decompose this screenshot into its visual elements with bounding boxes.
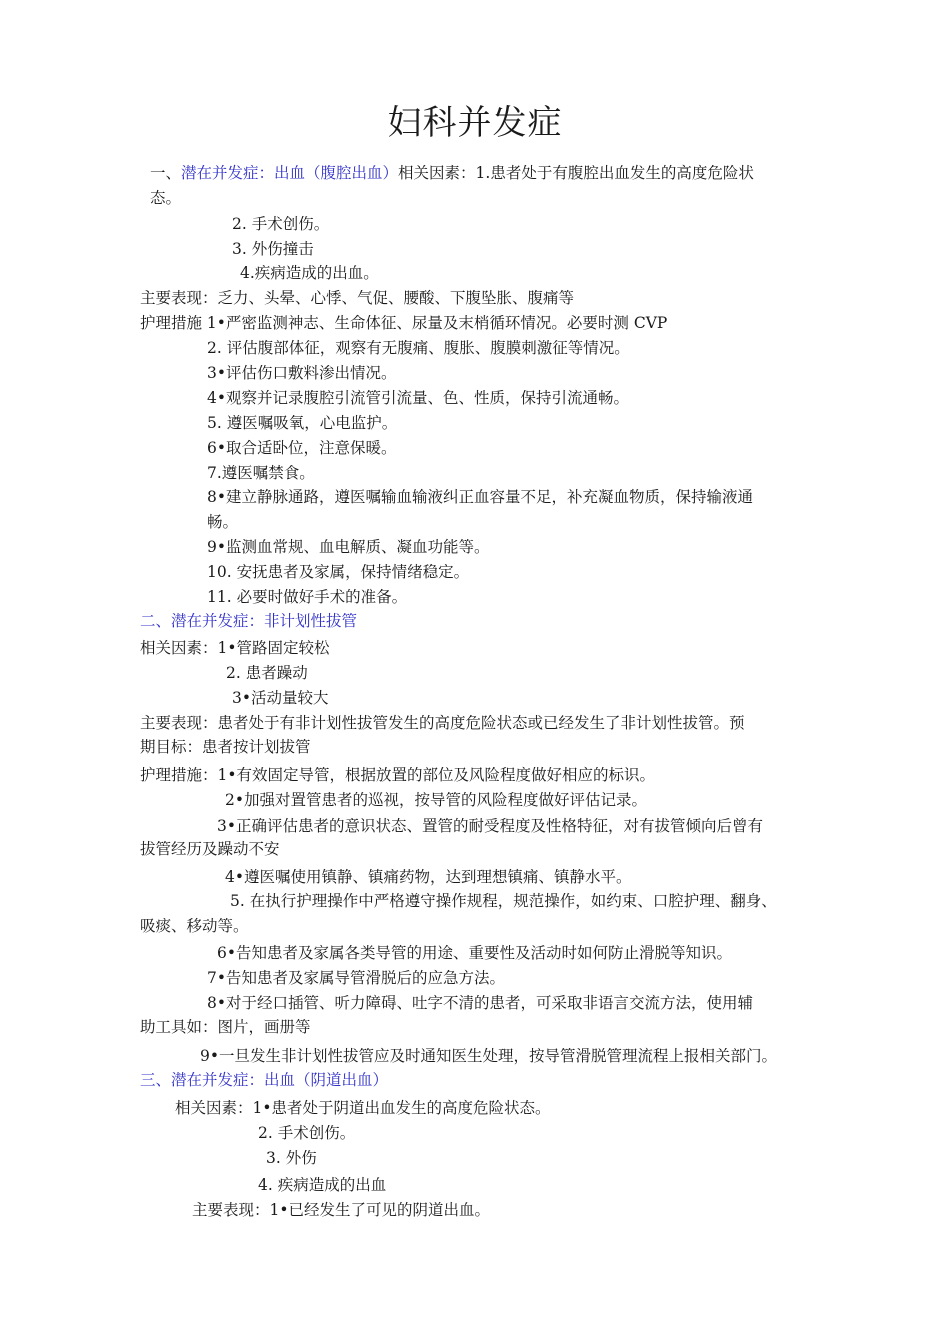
page-title: 妇科并发症 xyxy=(387,103,563,143)
section2-measure-6: 6•告知患者及家属各类导管的用途、重要性及活动时如何防止滑脱等知识。 xyxy=(217,944,733,962)
section1-heading: 潜在并发症：出血（腹腔出血） xyxy=(181,164,399,182)
section2-measure-3: 3•正确评估患者的意识状态、置管的耐受程度及性格特征，对有拔管倾向后曾有 xyxy=(217,817,764,835)
section2-measure-1: 护理措施：1•有效固定导管，根据放置的部位及风险程度做好相应的标识。 xyxy=(140,766,656,784)
section1-manifestation: 主要表现：乏力、头晕、心悸、气促、腰酸、下腹坠胀、腹痛等 xyxy=(140,289,575,307)
section1-measure-2: 2. 评估腹部体征，观察有无腹痛、腹胀、腹膜刺激征等情况。 xyxy=(207,339,630,357)
section2-measure-4: 4•遵医嘱使用镇静、镇痛药物，达到理想镇痛、镇静水平。 xyxy=(225,868,632,886)
section3-heading: 三、潜在并发症：出血（阴道出血） xyxy=(140,1071,389,1089)
section1-measure-11: 11. 必要时做好手术的准备。 xyxy=(207,588,408,606)
section1-factor1-cont: 态。 xyxy=(150,189,182,207)
section2-heading: 二、潜在并发症：非计划性拔管 xyxy=(140,612,358,630)
section1-measure-8-cont: 畅。 xyxy=(207,513,239,531)
section2-measure-3-cont: 拔管经历及躁动不安 xyxy=(140,840,280,858)
section1-measure-4: 4•观察并记录腹腔引流管引流量、色、性质，保持引流通畅。 xyxy=(207,389,630,407)
section1-measure-5: 5. 遵医嘱吸氧，心电监护。 xyxy=(207,414,398,432)
section2-measure-9: 9•一旦发生非计划性拔管应及时通知医生处理，按导管滑脱管理流程上报相关部门。 xyxy=(200,1047,778,1065)
section1-factor4: 4.疾病造成的出血。 xyxy=(240,264,379,282)
section2-factor-3: 3•活动量较大 xyxy=(232,689,329,707)
section2-measure-8-cont: 助工具如：图片，画册等 xyxy=(140,1018,311,1036)
section1-measure-6: 6•取合适卧位，注意保暖。 xyxy=(207,439,397,457)
section2-measure-8: 8•对于经口插管、听力障碍、吐字不清的患者，可采取非语言交流方法，使用辅 xyxy=(207,994,754,1012)
section2-measure-2: 2•加强对置管患者的巡视，按导管的风险程度做好评估记录。 xyxy=(225,791,648,809)
section2-measure-7: 7•告知患者及家属导管滑脱后的应急方法。 xyxy=(207,969,506,987)
section2-measure-5-cont: 吸痰、移动等。 xyxy=(140,917,249,935)
section3-factor-3: 3. 外伤 xyxy=(266,1149,317,1167)
section1-measure-7: 7.遵医嘱禁食。 xyxy=(207,464,315,482)
section3-manifestation: 主要表现：1•已经发生了可见的阴道出血。 xyxy=(192,1201,491,1219)
section3-factor-2: 2. 手术创伤。 xyxy=(258,1124,356,1142)
section2-factor-1: 相关因素：1•管路固定较松 xyxy=(140,639,330,657)
section2-measure-5: 5. 在执行护理操作中严格遵守操作规程，规范操作，如约束、口腔护理、翻身、 xyxy=(230,892,777,910)
section1-factor2: 2. 手术创伤。 xyxy=(232,215,330,233)
section1-factor1: 1.患者处于有腹腔出血发生的高度危险状 xyxy=(475,164,754,182)
section1-measure-8: 8•建立静脉通路，遵医嘱输血输液纠正血容量不足，补充凝血物质，保持输液通 xyxy=(207,488,754,506)
section1-factors-label: 相关因素： xyxy=(398,164,476,182)
section1-heading-line xyxy=(150,162,754,184)
section3-factor-1: 相关因素：1•患者处于阴道出血发生的高度危险状态。 xyxy=(175,1099,551,1117)
section1-measure-9: 9•监测血常规、血电解质、凝血功能等。 xyxy=(207,538,490,556)
section2-factor-2: 2. 患者躁动 xyxy=(226,664,308,682)
section1-measure-1: 护理措施 1•严密监测神志、生命体征、尿量及末梢循环情况。必要时测 CVP xyxy=(140,314,668,332)
section2-manifestation: 主要表现：患者处于有非计划性拔管发生的高度危险状态或已经发生了非计划性拔管。预 xyxy=(140,714,745,732)
section1-factor3: 3. 外伤撞击 xyxy=(232,240,314,258)
section2-goal: 期目标：患者按计划拔管 xyxy=(140,738,311,756)
section3-factor-4: 4. 疾病造成的出血 xyxy=(258,1176,387,1194)
section1-prefix: 一、 xyxy=(150,164,182,182)
section1-measure-3: 3•评估伤口敷料渗出情况。 xyxy=(207,364,397,382)
section1-measure-10: 10. 安抚患者及家属，保持情绪稳定。 xyxy=(207,563,470,581)
